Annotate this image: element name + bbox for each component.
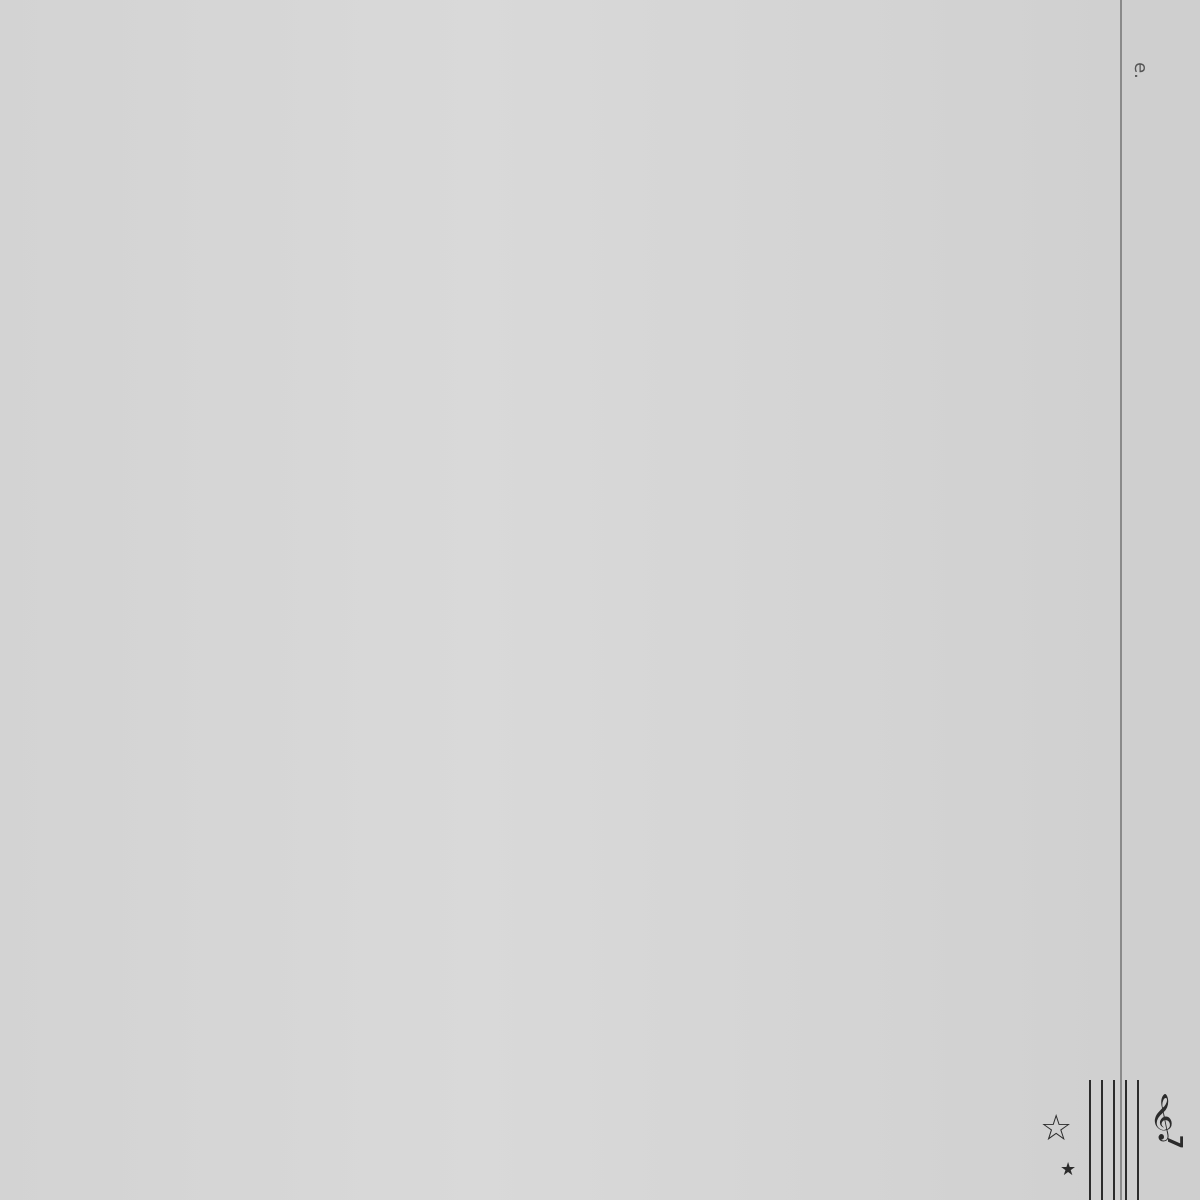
next-page-edge [1120, 0, 1200, 1200]
music-staff-illustration [1030, 1080, 1190, 1200]
star-icon: ☆ [1040, 1108, 1073, 1149]
page-number: 7 [1162, 1135, 1187, 1149]
star-icon: ★ [1060, 1159, 1077, 1180]
corner-text: е. [1129, 62, 1151, 79]
treble-clef-icon: 𝄞 [1150, 1094, 1174, 1140]
